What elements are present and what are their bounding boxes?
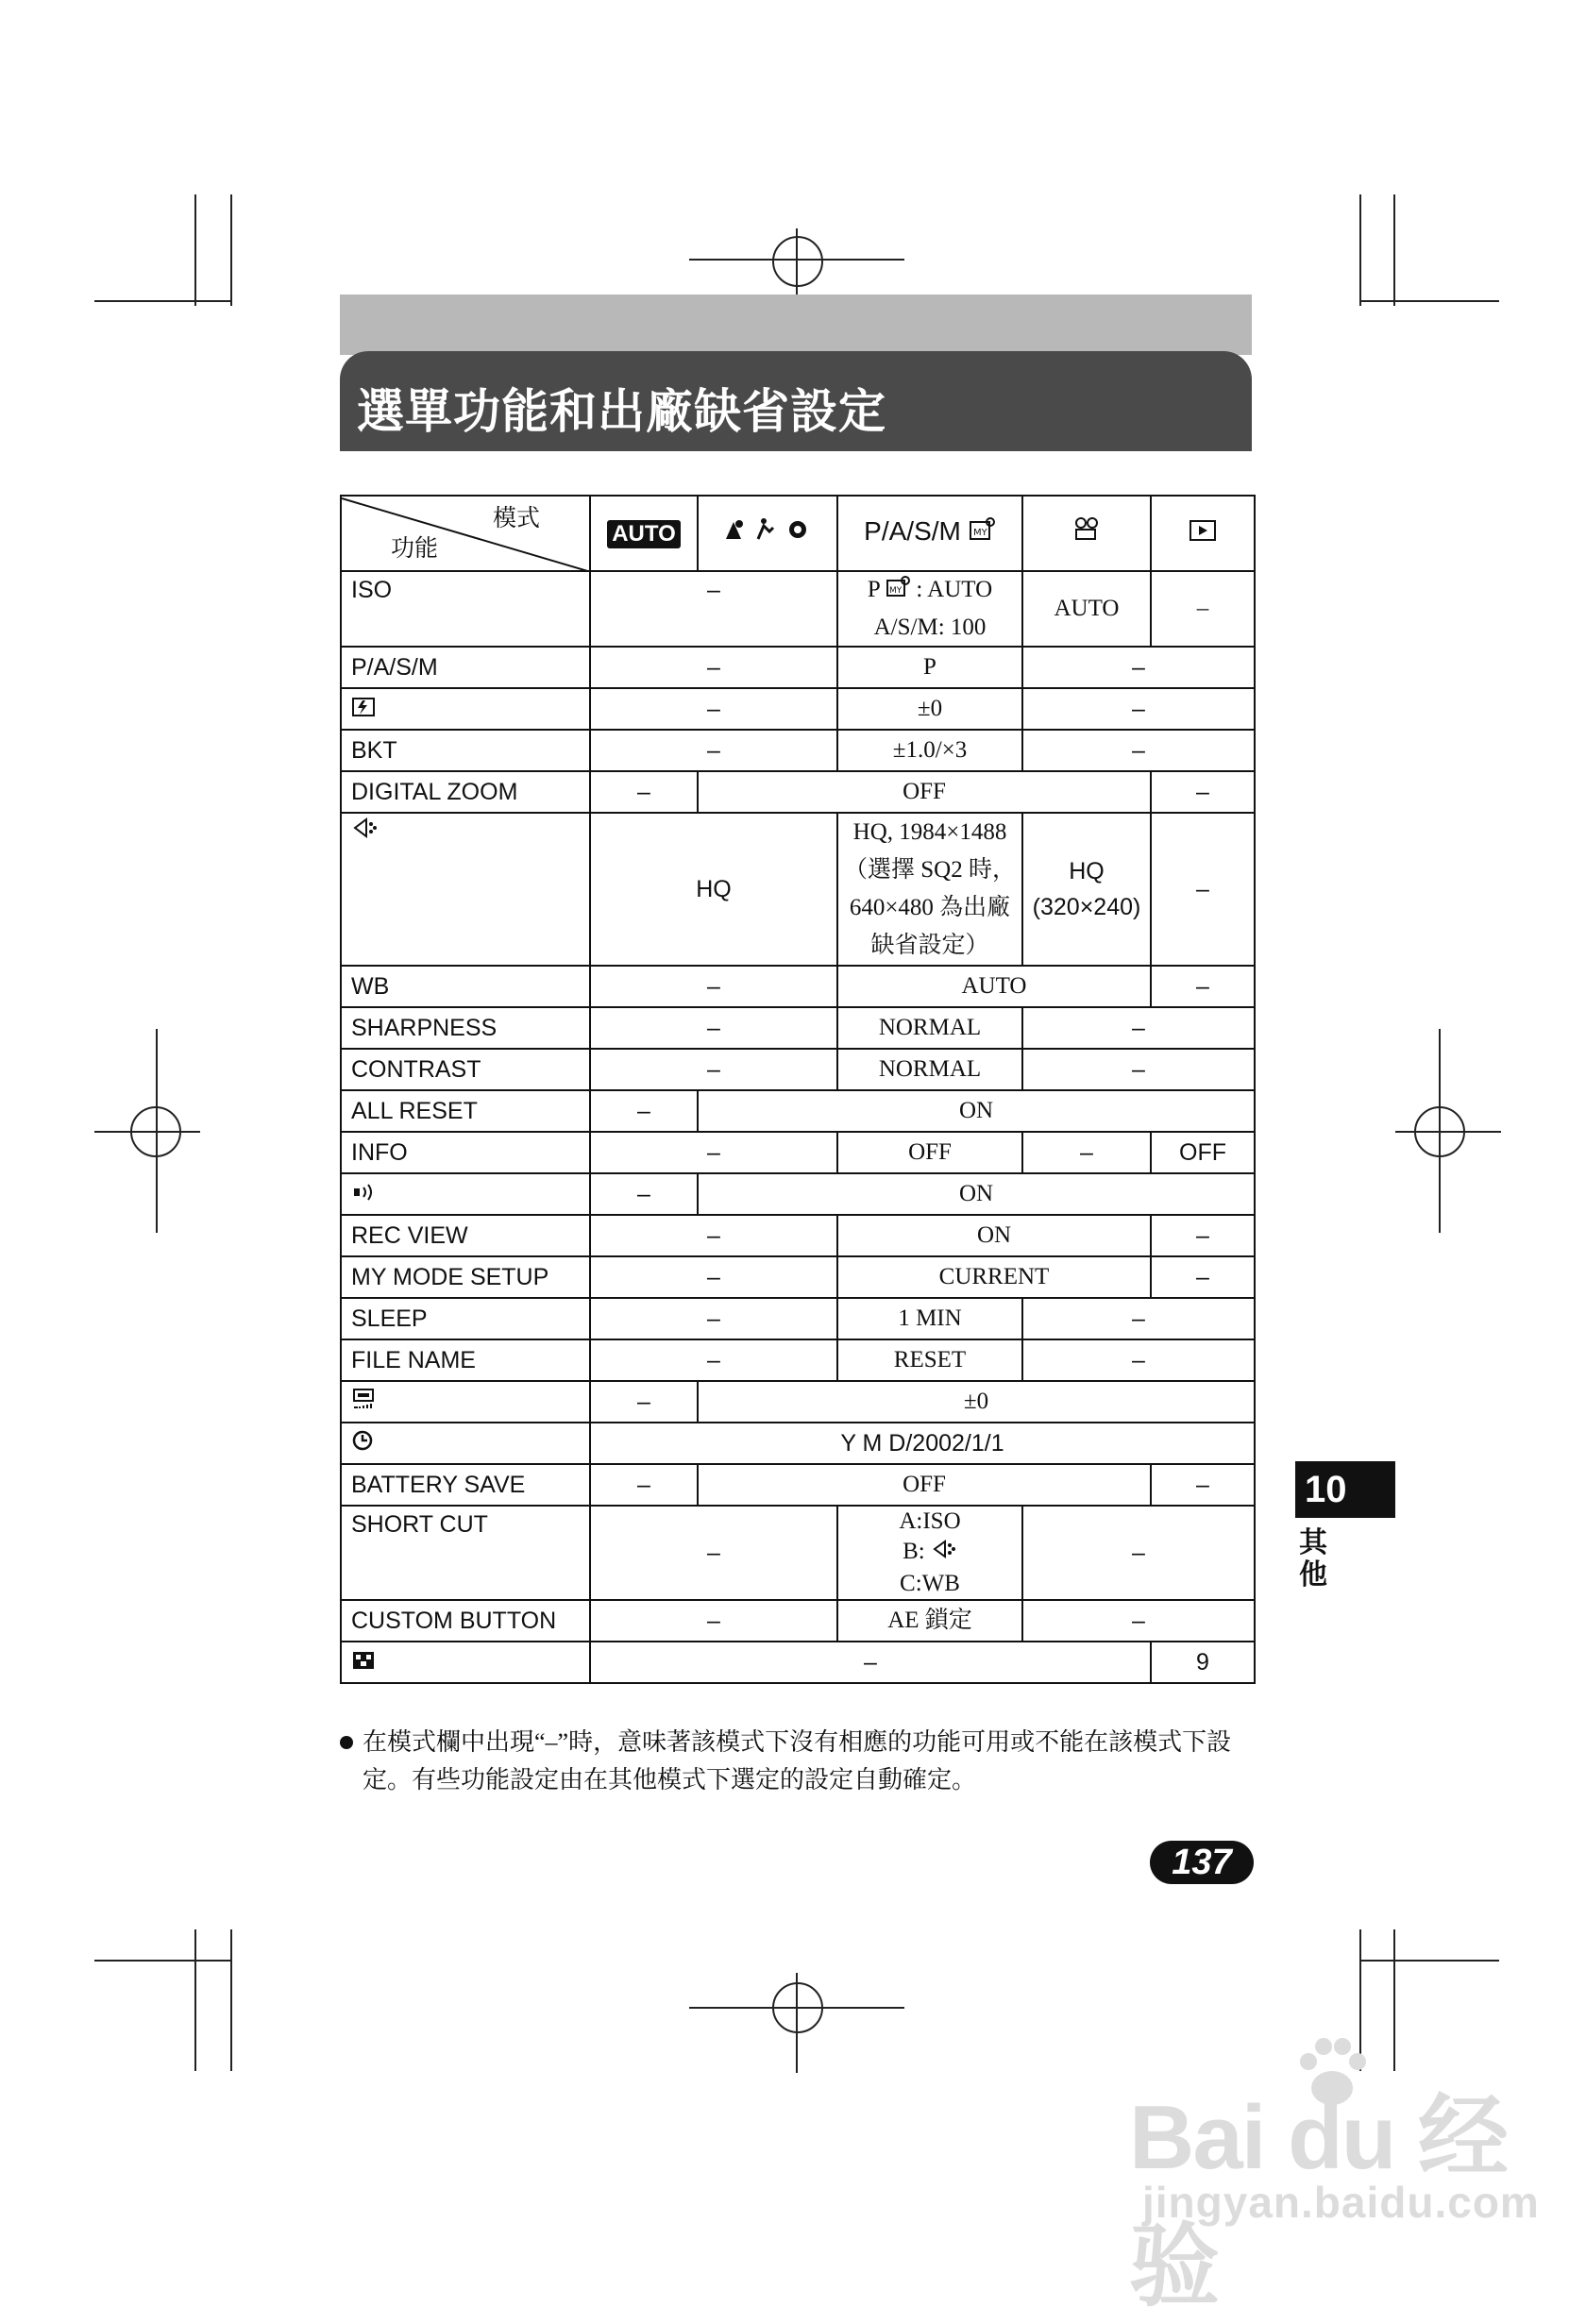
value-cell: – [1151,571,1255,647]
value-cell: – [590,730,837,771]
value-cell: – [590,1381,698,1423]
header-band [340,295,1252,355]
value-cell [1022,813,1151,966]
function-name [341,1423,590,1464]
row-rec-view [341,1215,1255,1256]
col-movie [1022,496,1151,571]
value-cell: NORMAL [837,1007,1022,1049]
value-cell: – [1151,1215,1255,1256]
function-name: CUSTOM BUTTON [341,1600,590,1642]
row-custom-button [341,1600,1255,1642]
title-bar [340,351,1252,455]
my-mode-icon [886,574,910,610]
value-cell: – [1022,730,1255,771]
value-cell: ON [698,1173,1255,1215]
value-cell: ON [698,1090,1255,1132]
function-name: SLEEP [341,1298,590,1339]
value-cell: – [590,688,837,730]
auto-mode-icon: AUTO [607,520,681,548]
chapter-label: 其他 [1299,1527,1327,1591]
row-sleep [341,1298,1255,1339]
value-cell: – [590,647,837,688]
col-scene [698,496,837,571]
row-contrast [341,1049,1255,1090]
value-cell: – [590,1132,837,1173]
value-cell [837,1506,1022,1600]
value-text: HQ [1069,858,1105,884]
page-title: 選單功能和出廠缺省設定 [357,385,886,438]
value-cell: – [1022,1132,1151,1173]
col-pasm [837,496,1022,571]
value-cell: – [590,1298,837,1339]
row-flash-compensation [341,688,1255,730]
header-corner-cell [341,496,590,571]
footnote [340,1724,1256,1799]
row-sharpness [341,1007,1255,1049]
function-name: ISO [341,571,590,647]
value-cell: – [590,771,698,813]
value-cell: – [590,1007,837,1049]
row-info [341,1132,1255,1173]
value-cell: – [590,1173,698,1215]
value-cell: – [1151,1464,1255,1506]
value-cell: NORMAL [837,1049,1022,1090]
image-quality-icon [351,815,380,850]
value-cell: AE 鎖定 [837,1600,1022,1642]
col-playback [1151,496,1255,571]
function-name: P/A/S/M [341,647,590,688]
value-cell: – [590,571,837,647]
value-cell: ON [837,1215,1151,1256]
value-cell: – [590,1642,1151,1683]
value-cell: – [1022,1007,1255,1049]
menu-defaults-table [340,495,1256,1684]
value-cell: – [590,1256,837,1298]
row-short-cut [341,1506,1255,1600]
value-text: 缺省設定） [870,933,989,958]
row-bkt [341,730,1255,771]
function-name: CONTRAST [341,1049,590,1090]
value-cell: OFF [1151,1132,1255,1173]
page-number: 137 [1150,1841,1254,1884]
value-cell: OFF [837,1132,1022,1173]
row-file-name [341,1339,1255,1381]
function-name: INFO [341,1132,590,1173]
value-cell: OFF [698,771,1151,813]
row-wb [341,966,1255,1007]
pasm-label: P/A/S/M [864,516,961,547]
function-name [341,1642,590,1683]
function-name [341,1381,590,1423]
function-name: REC VIEW [341,1215,590,1256]
value-text: C:WB [900,1570,960,1596]
mode-label: 模式 [492,505,540,531]
playback-mode-icon [1189,516,1217,552]
value-cell: AUTO [1022,571,1151,647]
value-cell: 1 MIN [837,1298,1022,1339]
col-auto [590,496,698,571]
row-index-display [341,1642,1255,1683]
value-cell: AUTO [837,966,1151,1007]
movie-mode-icon [1071,514,1103,553]
row-beep [341,1173,1255,1215]
value-cell: ±1.0/×3 [837,730,1022,771]
flash-compensation-icon [351,692,376,728]
function-name: SHARPNESS [341,1007,590,1049]
value-cell: – [590,1090,698,1132]
row-digital-zoom [341,771,1255,813]
value-text: A:ISO [899,1508,961,1535]
function-name: MY MODE SETUP [341,1256,590,1298]
baidu-watermark [1129,2029,1573,2317]
monitor-brightness-icon [351,1385,378,1421]
svg-text:MY: MY [972,527,987,538]
function-label: 功能 [391,535,439,562]
value-cell: ±0 [698,1381,1255,1423]
value-cell: Y M D/2002/1/1 [590,1423,1255,1464]
value-cell: CURRENT [837,1256,1151,1298]
value-cell: – [590,966,837,1007]
value-cell [837,571,1022,647]
chapter-tab: 10 [1295,1461,1395,1518]
function-name: BKT [341,730,590,771]
row-quality [341,813,1255,966]
value-cell: – [1022,647,1255,688]
value-cell: ±0 [837,688,1022,730]
row-pasm [341,647,1255,688]
value-text: (320×240) [1032,894,1141,920]
my-mode-icon [968,514,996,553]
function-name [341,1173,590,1215]
value-cell [837,813,1022,966]
row-clock [341,1423,1255,1464]
value-cell: – [1022,1600,1255,1642]
function-name [341,813,590,966]
value-cell: – [590,1049,837,1090]
value-text: B: [903,1539,925,1565]
watermark-logo: Bai du 经验 [1129,2087,1508,2317]
value-cell: – [590,1506,837,1600]
value-cell: – [1151,771,1255,813]
value-text: 640×480 為出廠 [849,895,1011,920]
bullet-icon [340,1736,353,1749]
index-display-icon [351,1645,376,1681]
value-cell: – [1022,1298,1255,1339]
image-quality-icon [931,1538,957,1569]
footnote-text: 在模式欄中出現“–”時，意味著該模式下沒有相應的功能可用或不能在該模式下設定。有些功能設定由在其他模式下選定的設定自動確定。 [363,1728,1232,1794]
table-header-row [341,496,1255,571]
value-cell: – [1022,1506,1255,1600]
row-my-mode-setup [341,1256,1255,1298]
value-text: : AUTO [916,577,993,603]
value-cell: – [1151,966,1255,1007]
value-cell: – [590,1339,837,1381]
row-battery-save [341,1464,1255,1506]
function-name: BATTERY SAVE [341,1464,590,1506]
function-name [341,688,590,730]
value-text: P [867,577,880,603]
svg-text:MY: MY [889,585,903,596]
function-name: SHORT CUT [341,1506,590,1600]
row-monitor-brightness [341,1381,1255,1423]
value-cell: HQ [590,813,837,966]
value-cell: – [1022,1049,1255,1090]
value-cell: RESET [837,1339,1022,1381]
value-cell: OFF [698,1464,1151,1506]
corner-diagonal [342,497,591,572]
value-cell: – [1022,1339,1255,1381]
function-name: FILE NAME [341,1339,590,1381]
value-text: （選擇 SQ2 時， [844,857,1016,883]
value-text: HQ, 1984×1488 [852,819,1007,845]
function-name: WB [341,966,590,1007]
beep-sound-icon [351,1177,380,1213]
value-text: A/S/M: 100 [873,614,987,640]
value-cell: – [590,1600,837,1642]
value-cell: – [1151,1256,1255,1298]
row-iso [341,571,1255,647]
value-cell: – [1151,813,1255,966]
function-name: ALL RESET [341,1090,590,1132]
value-cell: 9 [1151,1642,1255,1683]
value-cell: – [590,1464,698,1506]
watermark-url: jingyan.baidu.com [1142,2178,1540,2227]
value-cell: – [1022,688,1255,730]
value-cell: P [837,647,1022,688]
row-all-reset [341,1090,1255,1132]
function-name: DIGITAL ZOOM [341,771,590,813]
value-cell: – [590,1215,837,1256]
scene-modes-icon [720,514,815,553]
clock-icon [351,1426,374,1462]
